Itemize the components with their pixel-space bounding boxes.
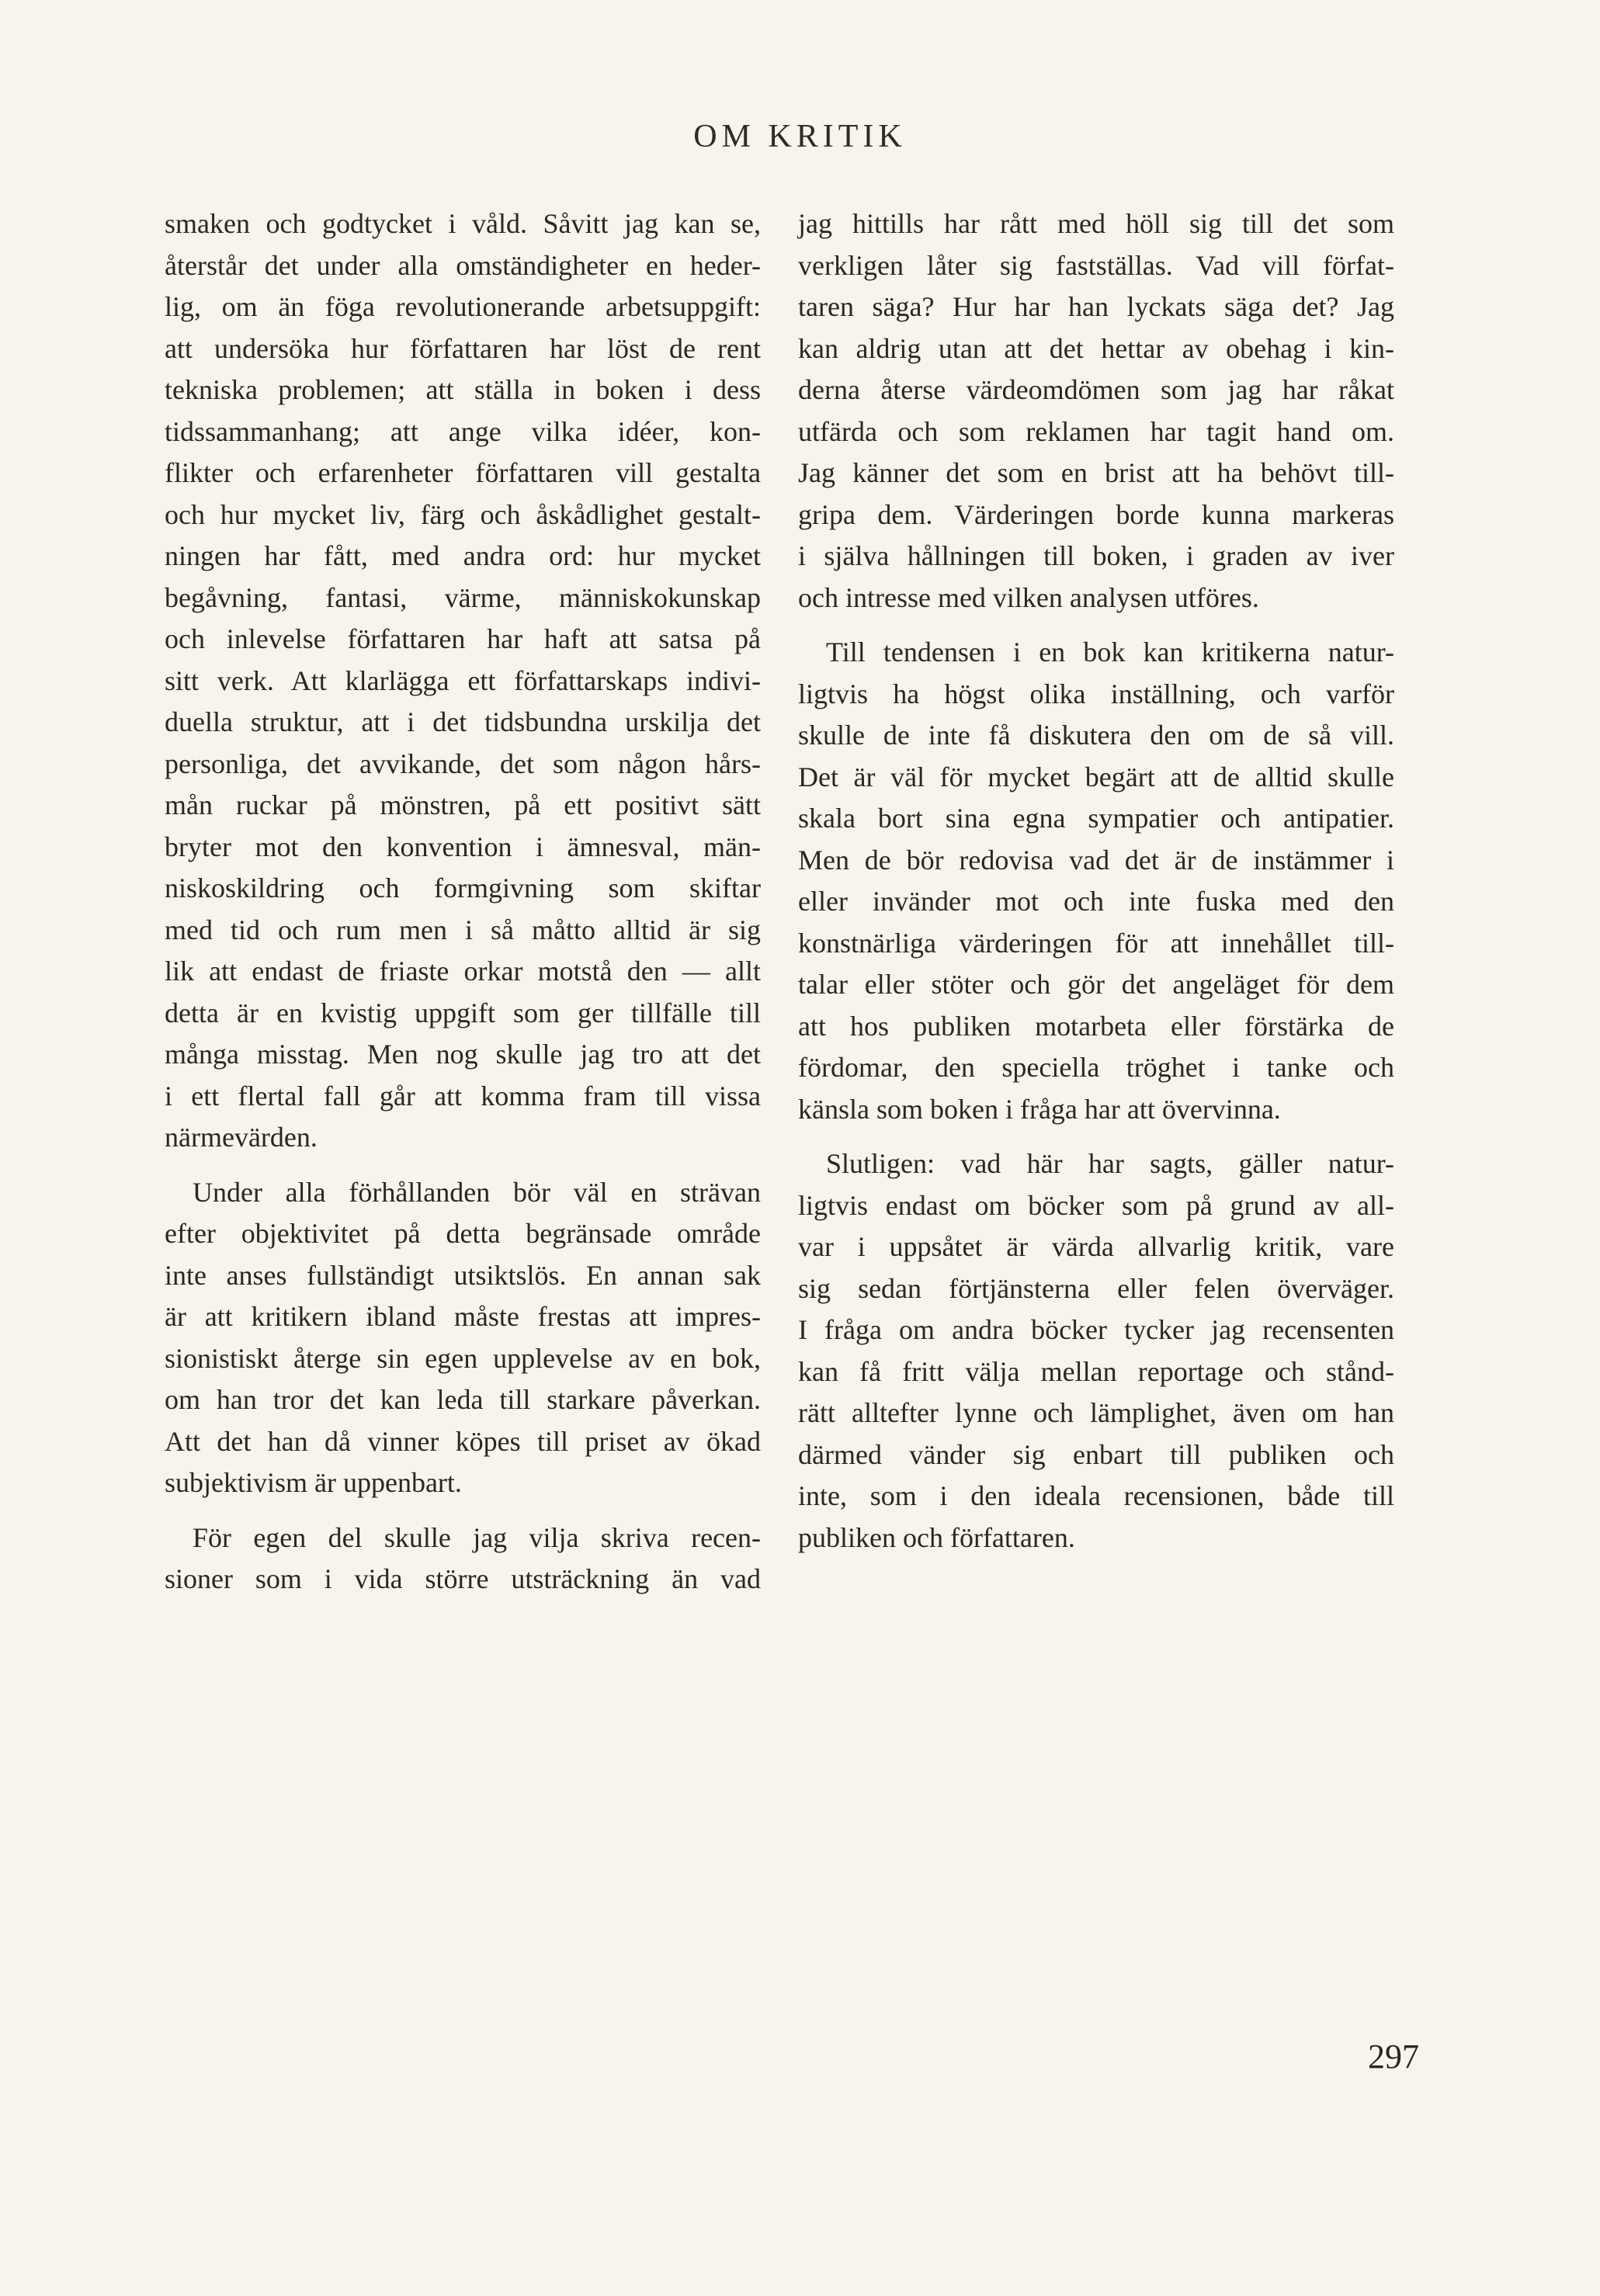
text-line: bryter mot den konvention i ämnesval, män- xyxy=(165,831,761,862)
text-line: tekniska problemen; att ställa in boken i dess xyxy=(165,374,761,405)
paragraph xyxy=(798,203,1394,619)
running-head: OM KRITIK xyxy=(693,119,907,154)
text-line: talar eller stöter och gör det angeläget för dem xyxy=(798,969,1394,1000)
right-column xyxy=(798,203,1394,1559)
paragraph-gap xyxy=(798,1130,1394,1143)
paragraph xyxy=(165,1172,761,1504)
text-line: gripa dem. Värderingen borde kunna markeras xyxy=(798,498,1394,530)
text-line: smaken och godtycket i våld. Såvitt jag kan se, xyxy=(165,208,761,239)
text-line: inte anses fullständigt utsiktslös. En annan sak xyxy=(165,1259,761,1291)
text-line: att hos publiken motarbeta eller förstärka de xyxy=(798,1010,1394,1042)
text-line: Det är väl för mycket begärt att de alltid skulle xyxy=(798,761,1394,793)
text-line: För egen del skulle jag vilja skriva recen- xyxy=(193,1521,761,1553)
paragraph xyxy=(798,1143,1394,1559)
text-line: publiken och författaren. xyxy=(798,1521,1075,1553)
text-line: ligtvis endast om böcker som på grund av all- xyxy=(798,1189,1394,1221)
text-line: I fråga om andra böcker tycker jag recensenten xyxy=(798,1314,1394,1345)
paragraph-gap xyxy=(798,619,1394,632)
paragraph-gap xyxy=(165,1504,761,1517)
text-line: i själva hållningen till boken, i graden av iver xyxy=(798,540,1394,571)
text-line: i ett flertal fall går att komma fram till vissa xyxy=(165,1080,761,1112)
text-line: sig sedan förtjänsterna eller felen överväger. xyxy=(798,1272,1394,1304)
page-number: 297 xyxy=(1368,2038,1419,2076)
text-line: därmed vänder sig enbart till publiken och xyxy=(798,1438,1394,1470)
text-line: mån ruckar på mönstren, på ett positivt sätt xyxy=(165,789,761,820)
text-line: Att det han då vinner köpes till priset av ökad xyxy=(165,1425,761,1457)
text-line: var i uppsåtet är värda allvarlig kritik, vare xyxy=(798,1231,1394,1262)
paragraph xyxy=(165,1517,761,1601)
paragraph xyxy=(798,632,1394,1130)
text-line: derna återse värdeomdömen som jag har råkat xyxy=(798,374,1394,405)
text-line: konstnärliga värderingen för att innehållet till- xyxy=(798,927,1394,959)
text-line: verkligen låter sig fastställas. Vad vill förfat- xyxy=(798,249,1394,281)
text-line: känsla som boken i fråga har att övervinna. xyxy=(798,1093,1281,1125)
text-line: är att kritikern ibland måste frestas att impres- xyxy=(165,1301,761,1332)
text-line: lig, om än föga revolutionerande arbetsuppgift: xyxy=(165,291,761,322)
text-line: sionistiskt återge sin egen upplevelse av en bok, xyxy=(165,1342,761,1374)
text-line: närmevärden. xyxy=(165,1122,318,1153)
text-line: rätt alltefter lynne och lämplighet, även om han xyxy=(798,1397,1394,1428)
paragraph xyxy=(165,203,761,1159)
text-line: Slutligen: vad här har sagts, gäller natur- xyxy=(826,1148,1394,1179)
text-line: niskoskildring och formgivning som skiftar xyxy=(165,872,761,903)
text-line: flikter och erfarenheter författaren vill gestalta xyxy=(165,457,761,488)
text-line: många misstag. Men nog skulle jag tro att det xyxy=(165,1039,761,1070)
text-line: efter objektivitet på detta begränsade område xyxy=(165,1218,761,1249)
text-line: skala bort sina egna sympatier och antipatier. xyxy=(798,803,1394,834)
text-line: och hur mycket liv, färg och åskådlighet gestalt- xyxy=(165,498,761,530)
text-line: och intresse med vilken analysen utföres. xyxy=(798,581,1259,613)
text-line: tidssammanhang; att ange vilka idéer, kon- xyxy=(165,415,761,447)
text-line: utfärda och som reklamen har tagit hand om. xyxy=(798,415,1394,447)
text-line: Till tendensen i en bok kan kritikerna natur- xyxy=(826,636,1394,668)
text-line: personliga, det avvikande, det som någon hårs- xyxy=(165,747,761,779)
text-line: lik att endast de friaste orkar motstå den — allt xyxy=(165,956,761,987)
paragraph-gap xyxy=(165,1159,761,1172)
text-line: sioner som i vida större utsträckning än vad xyxy=(165,1563,761,1594)
text-line: subjektivism är uppenbart. xyxy=(165,1467,462,1498)
text-line: fördomar, den speciella tröghet i tanke och xyxy=(798,1052,1394,1083)
text-line: eller invänder mot och inte fuska med den xyxy=(798,886,1394,917)
text-line: ningen har fått, med andra ord: hur mycket xyxy=(165,540,761,571)
text-line: och inlevelse författaren har haft att satsa på xyxy=(165,623,761,654)
text-line: begåvning, fantasi, värme, människokunskap xyxy=(165,581,761,613)
text-line: inte, som i den ideala recensionen, både till xyxy=(798,1480,1394,1511)
text-line: kan aldrig utan att det hettar av obehag i kin- xyxy=(798,332,1394,364)
text-line: ligtvis ha högst olika inställning, och varför xyxy=(798,678,1394,709)
text-line: detta är en kvistig uppgift som ger tillfälle till xyxy=(165,997,761,1028)
left-column xyxy=(165,203,761,1601)
text-line: skulle de inte få diskutera den om de så vill. xyxy=(798,720,1394,751)
text-line: Under alla förhållanden bör väl en strävan xyxy=(193,1176,761,1208)
text-line: kan få fritt välja mellan reportage och stånd- xyxy=(798,1355,1394,1387)
text-line: Jag känner det som en brist att ha behövt till- xyxy=(798,457,1394,488)
text-line: med tid och rum men i så måtto alltid är sig xyxy=(165,914,761,945)
text-line: taren säga? Hur har han lyckats säga det? Jag xyxy=(798,291,1394,322)
text-line: duella struktur, att i det tidsbundna urskilja det xyxy=(165,706,761,737)
text-line: jag hittills har rått med höll sig till det som xyxy=(798,208,1394,239)
text-line: om han tror det kan leda till starkare påverkan. xyxy=(165,1384,761,1415)
text-line: sitt verk. Att klarlägga ett författarskaps indivi- xyxy=(165,664,761,696)
text-line: återstår det under alla omständigheter en heder- xyxy=(165,249,761,281)
text-line: att undersöka hur författaren har löst de rent xyxy=(165,332,761,364)
text-line: Men de bör redovisa vad det är de instämmer i xyxy=(798,844,1394,876)
